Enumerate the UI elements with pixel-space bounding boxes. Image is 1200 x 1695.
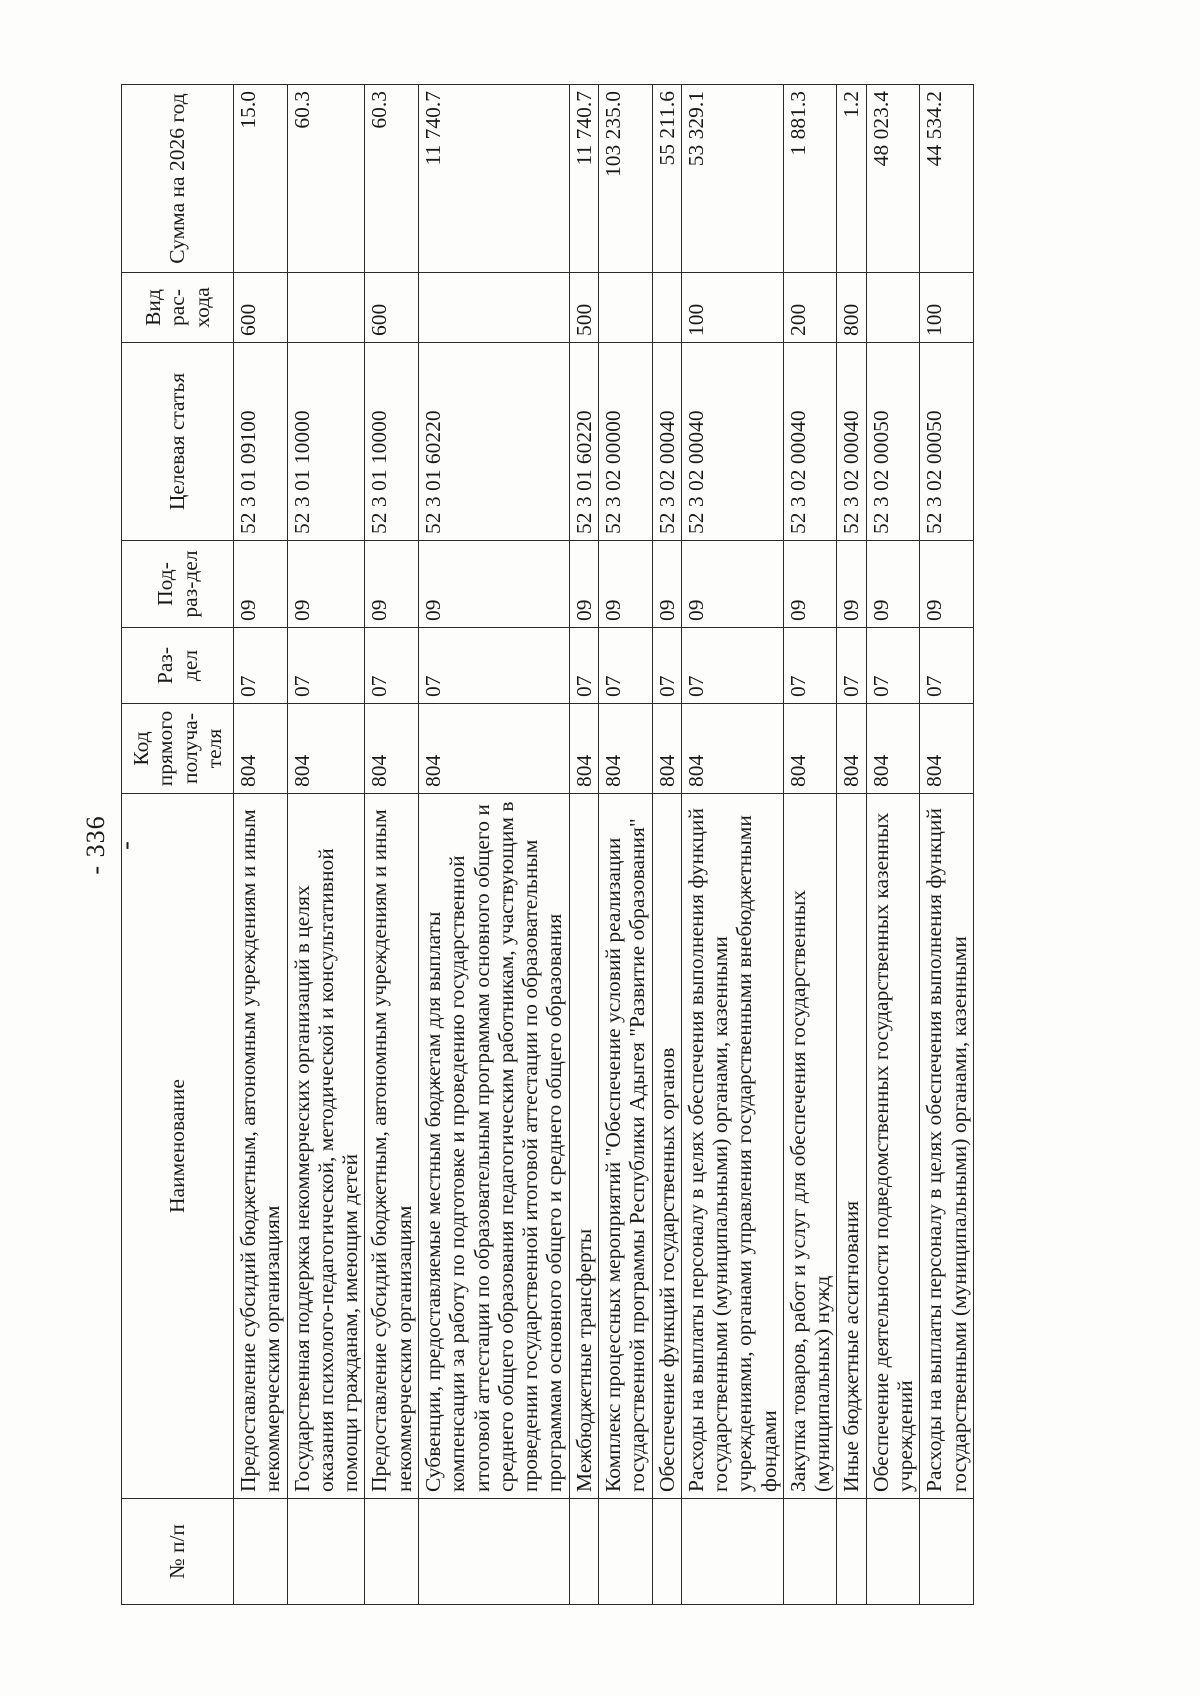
header-subsection: Под-раз-дел (122, 541, 234, 628)
row-target-article: 52 3 02 00050 (866, 343, 920, 541)
row-amount: 15.0 (234, 85, 288, 273)
row-name: Предоставление субсидий бюджетным, автономным учреждениям и иным некоммерческим организациям (365, 794, 419, 1499)
row-subsection: 09 (783, 541, 837, 628)
row-num (783, 1499, 837, 1605)
row-recipient-code: 804 (287, 704, 365, 794)
row-amount: 60.3 (287, 85, 365, 273)
row-recipient-code: 804 (365, 704, 419, 794)
row-name: Закупка товаров, работ и услуг для обеспечения государственных (муниципальных) нужд (783, 794, 837, 1499)
row-num (681, 1499, 783, 1605)
row-expense-type: 600 (234, 273, 288, 343)
table-header-row (122, 85, 234, 1605)
row-recipient-code: 804 (418, 704, 569, 794)
row-recipient-code: 804 (569, 704, 598, 794)
row-num (418, 1499, 569, 1605)
row-target-article: 52 3 02 00040 (837, 343, 866, 541)
row-amount: 1 881.3 (783, 85, 837, 273)
row-section: 07 (652, 628, 681, 704)
row-section: 07 (837, 628, 866, 704)
row-amount: 11 740.7 (569, 85, 598, 273)
row-target-article: 52 3 01 10000 (287, 343, 365, 541)
table-row (837, 85, 866, 1605)
row-section: 07 (234, 628, 288, 704)
row-subsection: 09 (837, 541, 866, 628)
budget-table (121, 84, 974, 1605)
table-row (365, 85, 419, 1605)
row-expense-type: 800 (837, 273, 866, 343)
header-section: Раз-дел (122, 628, 234, 704)
row-name: Расходы на выплаты персоналу в целях обеспечения выполнения функций государственными (муниципальными) органами, казенными (920, 794, 974, 1499)
page-number: - 336 - (81, 815, 140, 875)
table-row (569, 85, 598, 1605)
row-num (234, 1499, 288, 1605)
row-amount: 48 023.4 (866, 85, 920, 273)
row-section: 07 (287, 628, 365, 704)
row-expense-type (866, 273, 920, 343)
row-section: 07 (569, 628, 598, 704)
header-amount-2026: Сумма на 2026 год (122, 85, 234, 273)
row-target-article: 52 3 01 09100 (234, 343, 288, 541)
row-recipient-code: 804 (652, 704, 681, 794)
row-target-article: 52 3 01 60220 (418, 343, 569, 541)
row-target-article: 52 3 01 10000 (365, 343, 419, 541)
row-recipient-code: 804 (866, 704, 920, 794)
row-subsection: 09 (652, 541, 681, 628)
row-subsection: 09 (920, 541, 974, 628)
row-num (920, 1499, 974, 1605)
row-recipient-code: 804 (681, 704, 783, 794)
row-subsection: 09 (287, 541, 365, 628)
header-expense-type: Вид рас-хода (122, 273, 234, 343)
row-name: Предоставление субсидий бюджетным, автономным учреждениям и иным некоммерческим организациям (234, 794, 288, 1499)
row-subsection: 09 (234, 541, 288, 628)
row-amount: 55 211.6 (652, 85, 681, 273)
row-amount: 53 329.1 (681, 85, 783, 273)
table-row (418, 85, 569, 1605)
row-name: Обеспечение функций государственных органов (652, 794, 681, 1499)
row-name: Иные бюджетные ассигнования (837, 794, 866, 1499)
row-section: 07 (783, 628, 837, 704)
row-section: 07 (365, 628, 419, 704)
row-target-article: 52 3 02 00040 (783, 343, 837, 541)
header-target-article: Целевая статья (122, 343, 234, 541)
table-row (652, 85, 681, 1605)
row-target-article: 52 3 01 60220 (569, 343, 598, 541)
table-row (920, 85, 974, 1605)
header-recipient-code: Код прямого получа-теля (122, 704, 234, 794)
table-body (234, 85, 974, 1605)
row-subsection: 09 (681, 541, 783, 628)
row-expense-type: 100 (920, 273, 974, 343)
header-num: № п/п (122, 1499, 234, 1605)
table-row (866, 85, 920, 1605)
row-num (287, 1499, 365, 1605)
row-expense-type (287, 273, 365, 343)
row-expense-type (652, 273, 681, 343)
row-subsection: 09 (866, 541, 920, 628)
row-amount: 11 740.7 (418, 85, 569, 273)
row-section: 07 (598, 628, 652, 704)
row-subsection: 09 (569, 541, 598, 628)
row-expense-type: 100 (681, 273, 783, 343)
row-name: Государственная поддержка некоммерческих организаций в целях оказания психолого-педагогической, методической и консультативной помощи гражданам, имеющим детей (287, 794, 365, 1499)
row-subsection: 09 (598, 541, 652, 628)
row-name: Расходы на выплаты персоналу в целях обеспечения выполнения функций государственными (муниципальными) органами, казенными учреждениями, органами управления государственными внебюджетными фондами (681, 794, 783, 1499)
row-target-article: 52 3 02 00040 (652, 343, 681, 541)
rotated-table-wrapper (121, 85, 1187, 1605)
row-section: 07 (866, 628, 920, 704)
row-target-article: 52 3 02 00040 (681, 343, 783, 541)
row-recipient-code: 804 (234, 704, 288, 794)
table-row (681, 85, 783, 1605)
row-name: Обеспечение деятельности подведомственных государственных казенных учреждений (866, 794, 920, 1499)
row-name: Субвенции, предоставляемые местным бюджетам для выплаты компенсации за работу по подготовке и проведению государственной итоговой аттестации по образовательным программам основного общего и среднего общего образования педагогическим работникам, участвующим в проведении государственной итоговой аттестации по образовательным программам основного общего и среднего общего образования (418, 794, 569, 1499)
row-num (365, 1499, 419, 1605)
row-section: 07 (418, 628, 569, 704)
row-subsection: 09 (365, 541, 419, 628)
row-recipient-code: 804 (598, 704, 652, 794)
row-recipient-code: 804 (920, 704, 974, 794)
table-row (598, 85, 652, 1605)
row-target-article: 52 3 02 00050 (920, 343, 974, 541)
row-expense-type (598, 273, 652, 343)
table-row (234, 85, 288, 1605)
row-amount: 60.3 (365, 85, 419, 273)
row-expense-type: 500 (569, 273, 598, 343)
row-num (598, 1499, 652, 1605)
table-row (287, 85, 365, 1605)
row-amount: 103 235.0 (598, 85, 652, 273)
table-row (783, 85, 837, 1605)
row-subsection: 09 (418, 541, 569, 628)
row-expense-type: 200 (783, 273, 837, 343)
row-recipient-code: 804 (837, 704, 866, 794)
row-name: Межбюджетные трансферты (569, 794, 598, 1499)
row-target-article: 52 3 02 00000 (598, 343, 652, 541)
row-num (652, 1499, 681, 1605)
row-section: 07 (681, 628, 783, 704)
row-num (569, 1499, 598, 1605)
row-amount: 44 534.2 (920, 85, 974, 273)
row-expense-type: 600 (365, 273, 419, 343)
header-name: Наименование (122, 794, 234, 1499)
row-num (837, 1499, 866, 1605)
row-section: 07 (920, 628, 974, 704)
row-amount: 1.2 (837, 85, 866, 273)
row-name: Комплекс процессных мероприятий "Обеспечение условий реализации государственной программы Республики Адыгея "Развитие образования" (598, 794, 652, 1499)
row-expense-type (418, 273, 569, 343)
row-num (866, 1499, 920, 1605)
row-recipient-code: 804 (783, 704, 837, 794)
